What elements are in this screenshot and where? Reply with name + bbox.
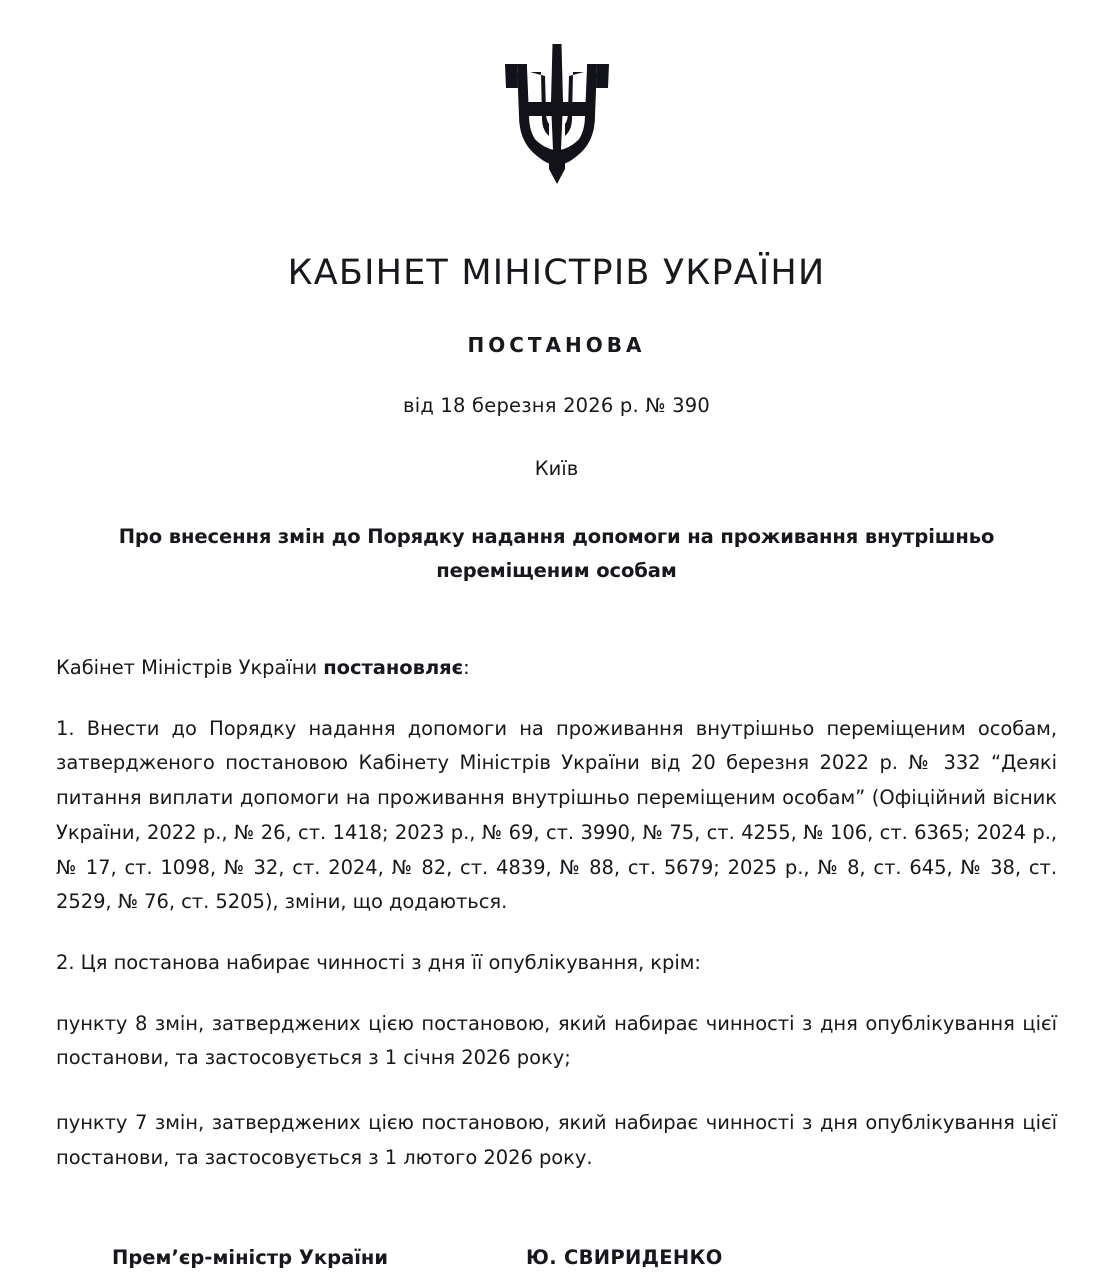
body-paragraph-4: пункту 7 змін, затверджених цією постановою, який набирає чинності з дня опублікування цієї постанови, та застосовується з 1 лютого 2026 року. [56,1111,1057,1169]
body-paragraph-3: пункту 8 змін, затверджених цією постановою, який набирає чинності з дня опублікування цієї постанови, та застосовується з 1 січня 2026 року; [56,1011,1057,1070]
signature-name: Ю. СВИРИДЕНКО [526,1245,723,1269]
document-date-number: від 18 березня 2026 р. № 390 [403,394,710,417]
page-title: КАБІНЕТ МІНІСТРІВ УКРАЇНИ [287,253,826,293]
body-paragraph-1: 1. Внести до Порядку надання допомоги на проживання внутрішньо переміщеним особам, затвердженого постановою Кабінету Міністрів України від 20 березня 2022 р. № 332 “Деякі питання виплати допомоги на проживання внутрішньо переміщеним особам” (Офіційний вісник України, 2022 р., № 26, ст. 1418; 2023 р., № 69, ст. 3990, № 75, ст. 4255, № 106, ст. 6365; 2024 р., № 17, ст. 1098, № 32, ст. 2024, № 82, ст. 4839, № 88, ст. 5679; 2025 р., № 8, ст. 645, № 38, ст. 2529, № 76, ст. 5205), зміни, що додаються. [56,716,1057,914]
document-body [56,651,1057,1175]
document-type: ПОСТАНОВА [467,333,646,357]
preamble-lead: Кабінет Міністрів України [56,656,324,680]
signature-block [56,1246,1057,1287]
ukraine-trident-emblem [56,24,1057,209]
document-subject: Про внесення змін до Порядку надання допомоги на проживання внутрішньо переміщеним особам [118,525,995,582]
body-paragraph-2: 2. Ця постанова набирає чинності з дня її опублікування, крім: [56,950,701,974]
preamble-emphasis: постановляє [323,656,464,680]
preamble-paragraph [56,651,1057,686]
document-city: Київ [534,457,579,480]
preamble-colon: : [463,656,470,680]
signature-role: Прем’єр-міністр України [112,1245,389,1269]
